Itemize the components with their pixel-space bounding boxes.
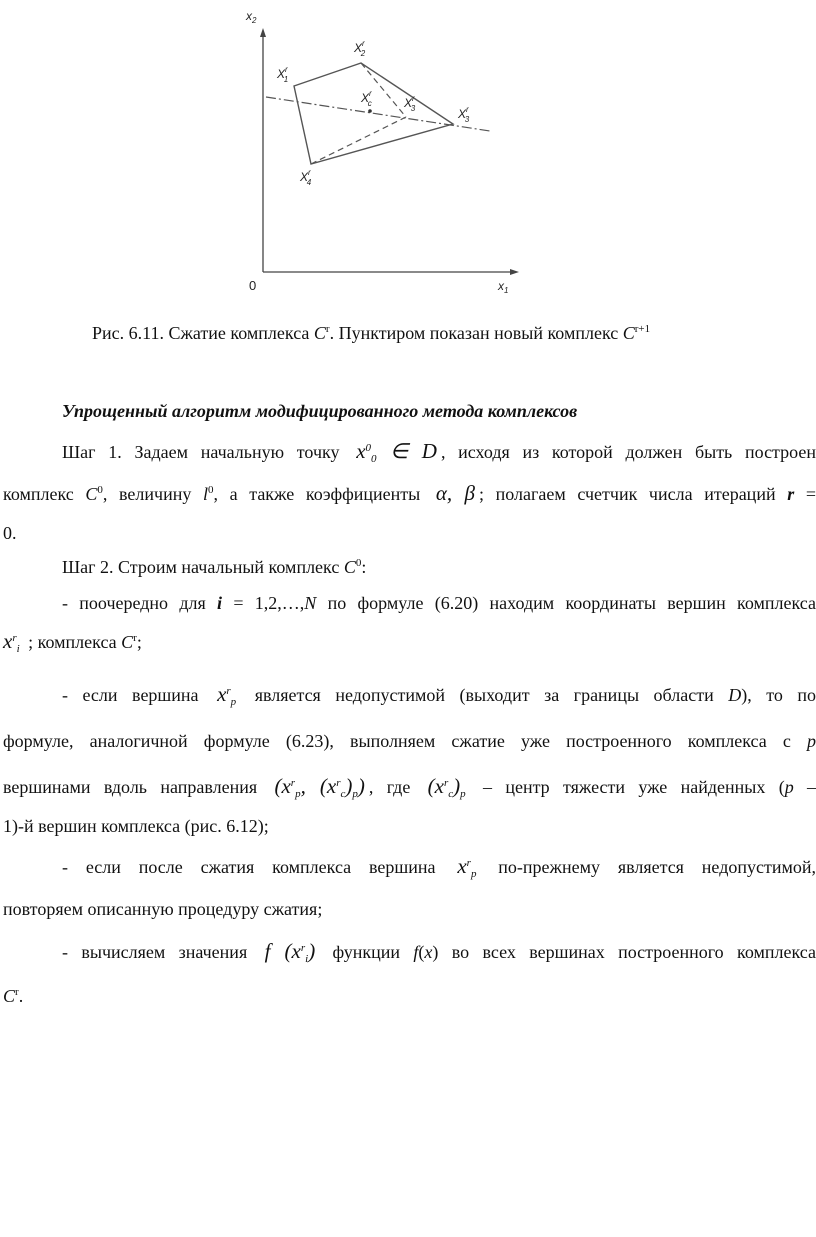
centroid-point bbox=[368, 109, 372, 113]
formula-direction: ($x^r_p$, $(x^r_c)_p$) bbox=[274, 774, 365, 800]
bullet2-line1: - если вершина $x^r_p$ является недопустимой (выходит за границы области D), то по bbox=[62, 682, 816, 708]
dashed-edge bbox=[361, 63, 406, 117]
figure-caption: Рис. 6.11. Сжатие комплекса $C^r$. Пунктиром показан новый комплекс $C^{r+1}$ bbox=[92, 323, 651, 343]
step1-line2: комплекс $C^0$, величину $l^0$, а также коэффициенты α, β ; полагаем счетчик числа итераций r = bbox=[3, 481, 816, 505]
point-label-x1: $X^r$ 1 bbox=[277, 65, 289, 84]
bullet3-line2: повторяем описанную процедуру сжатия; bbox=[3, 899, 323, 919]
bullet1-line1: - поочередно для i = 1,2,…,N по формуле (6.20) находим координаты вершин комплекса bbox=[62, 593, 816, 613]
bullet2-line4: 1)-й вершин комплекса (рис. 6.12); bbox=[3, 816, 269, 836]
complex-contraction-figure bbox=[230, 0, 530, 300]
point-label-x2: $X^r$ 2 bbox=[354, 39, 366, 58]
point-label-x3: $X^r$ 3 bbox=[458, 105, 470, 124]
bullet4-line2: $C^r$. bbox=[3, 986, 24, 1006]
step1-line3: 0. bbox=[3, 523, 17, 543]
point-label-x3-new: $X^r$ 3 bbox=[404, 94, 416, 113]
formula-f-x-r-i: f $(x^r_i)$ bbox=[264, 939, 316, 965]
origin-label: 0 bbox=[249, 278, 257, 293]
formula-alpha-beta: α, β bbox=[435, 481, 475, 505]
step1-line1: Шаг 1. Задаем начальную точку $x^0_0$ ∈ D , исходя из которой должен быть построен bbox=[62, 439, 816, 465]
bullet3-line1: - если после сжатия комплекса вершина $x^r_p$ по-прежнему является недопустимой, bbox=[62, 854, 816, 880]
point-label-xc: $X^r$ c bbox=[361, 89, 372, 108]
y-axis-arrow bbox=[260, 28, 266, 37]
axis-x1-label: $x_1$ bbox=[498, 279, 509, 295]
formula-centroid: $(x^r_c)_p$ bbox=[427, 774, 466, 800]
x-axis-arrow bbox=[510, 269, 519, 275]
step2-line: Шаг 2. Строим начальный комплекс $C^0$: bbox=[62, 557, 367, 577]
bullet1-line2: $x^r_i$ ; комплекса $C^r$; bbox=[3, 629, 142, 655]
dashed-edge bbox=[311, 117, 406, 164]
section-heading: Упрощенный алгоритм модифицированного метода комплексов bbox=[62, 401, 578, 421]
bullet4-line1: - вычисляем значения f $(x^r_i)$ функции f(x) во всех вершинах построенного комплекса bbox=[62, 939, 816, 965]
bullet2-line2: формуле, аналогичной формуле (6.23), выполняем сжатие уже построенного комплекса с p bbox=[3, 731, 816, 751]
formula-x-r-i: $x^r_i$ bbox=[3, 629, 20, 655]
formula-x-r-p-2: $x^r_p$ bbox=[457, 854, 477, 880]
formula-x0-in-D: $x^0_0$ ∈ D bbox=[356, 439, 437, 465]
axis-x2-label: $x_2$ bbox=[246, 9, 257, 25]
formula-x-r-p: $x^r_p$ bbox=[217, 682, 237, 708]
bullet2-line3: вершинами вдоль направления ($x^r_p$, $(x^r_c)_p$) , где $(x^r_c)_p$ – центр тяжести уже найденных (p – bbox=[3, 774, 816, 800]
point-label-x4: $X^r$ 4 bbox=[300, 168, 312, 187]
